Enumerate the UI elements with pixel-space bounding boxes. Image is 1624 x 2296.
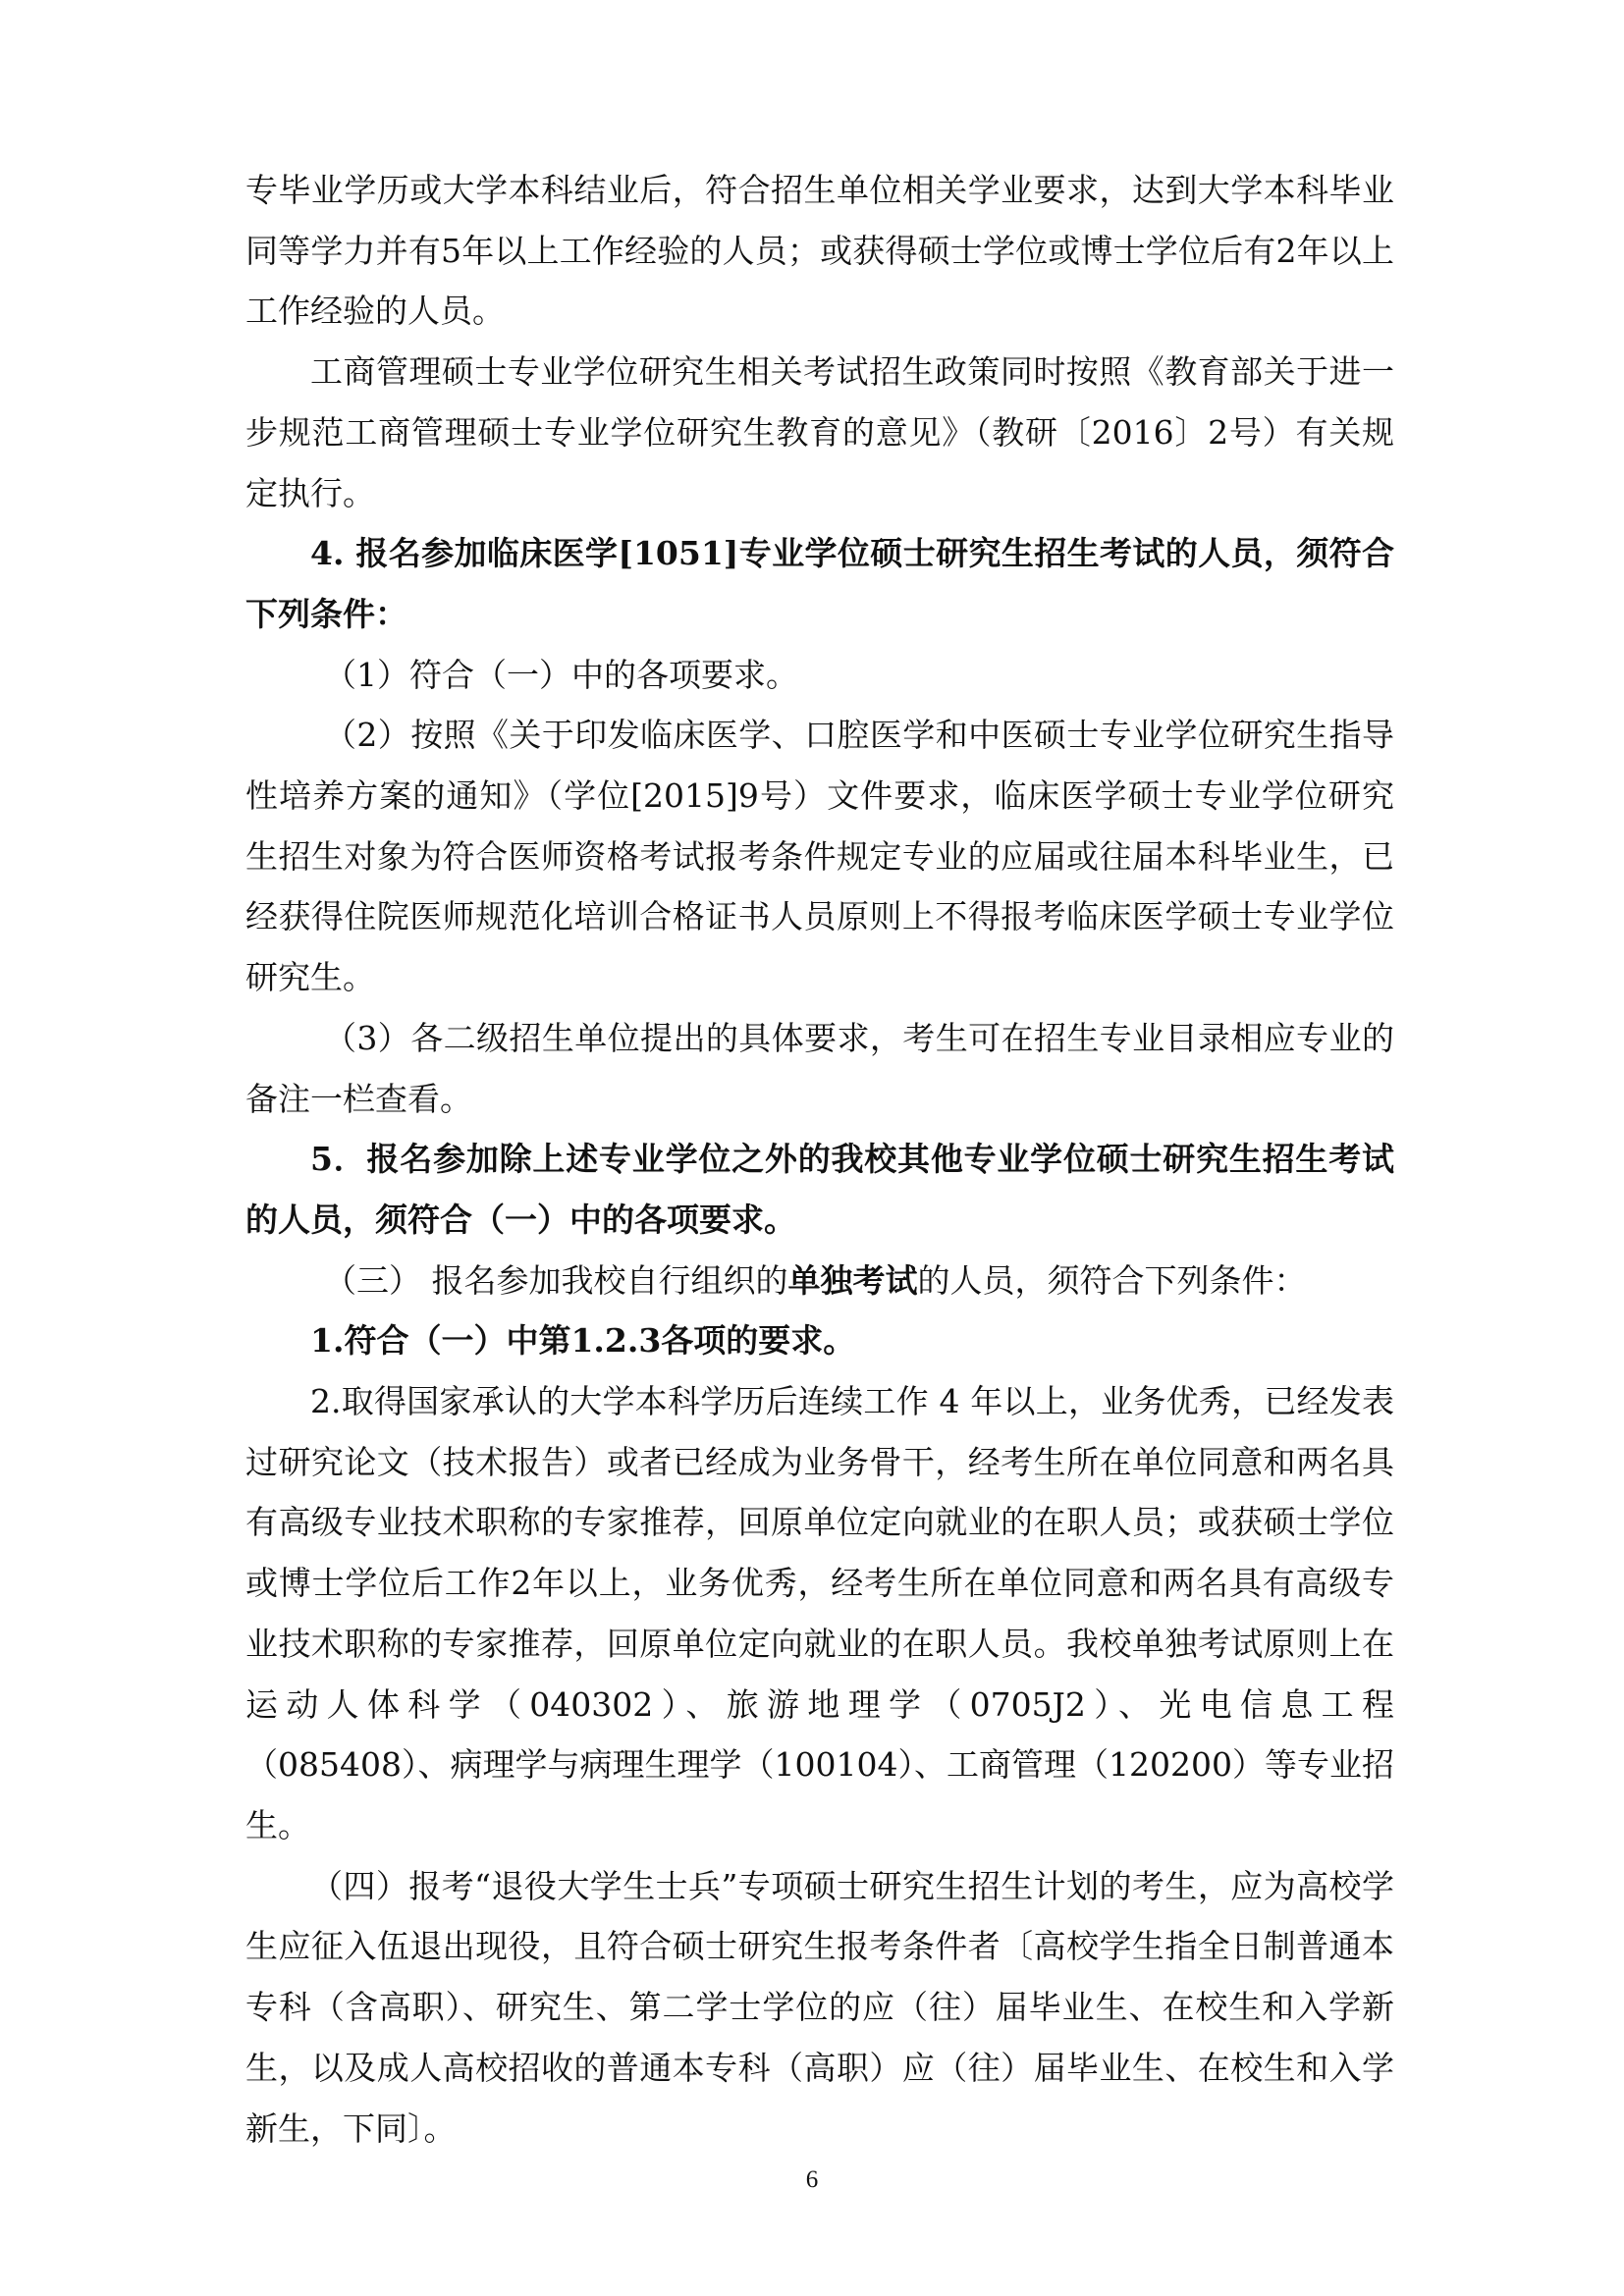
section-3-bold-term: 单独考试 <box>787 1260 918 1300</box>
paragraph-continuation: 专毕业学历或大学本科结业后，符合招生单位相关学业要求，达到大学本科毕业同等学力并有5年以上工作经验的人员；或获得硕士学位或博士学位后有2年以上工作经验的人员。 <box>245 171 1394 331</box>
paragraph-sub-item-2: （2）按照《关于印发临床医学、口腔医学和中医硕士专业学位研究生指导性培养方案的通知》（学位[2015]9号）文件要求，临床医学硕士专业学位研究生招生对象为符合医师资格考试报考条件规定专业的应届或往届本科毕业生，已经获得住院医师规范化培训合格证书人员原则上不得报考临床医学硕士专业学位研究生。 <box>245 716 1394 997</box>
paragraph-mba-policy: 工商管理硕士专业学位研究生相关考试招生政策同时按照《教育部关于进一步规范工商管理硕士专业学位研究生教育的意见》（教研〔2016〕2号）有关规定执行。 <box>245 352 1394 512</box>
paragraph-sub-item-1: （1）符合（一）中的各项要求。 <box>324 655 798 694</box>
page-number: 6 <box>805 2166 819 2193</box>
document-body <box>245 160 1394 2159</box>
paragraph-sub-item-3: （3）各二级招生单位提出的具体要求，考生可在招生专业目录相应专业的备注一栏查看。 <box>245 1018 1394 1118</box>
paragraph-section-3-independent-exam <box>245 1251 1394 1311</box>
paragraph-condition-2: 2.取得国家承认的大学本科学历后连续工作 4 年以上，业务优秀，已经发表过研究论文（技术报告）或者已经成为业务骨干，经考生所在单位同意和两名具有高级专业技术职称的专家推荐，回原单位定向就业的在职人员；或获硕士学位或博士学位后工作2年以上，业务优秀，经考生所在单位同意和两名具有高级专业技术职称的专家推荐，回原单位定向就业的在职人员。我校单独考试原则上在运动人体科学（040302）、旅游地理学（0705J2）、光电信息工程（085408）、病理学与病理生理学（100104）、工商管理（120200）等专业招生。 <box>245 1382 1394 1844</box>
section-3-text-after: 的人员，须符合下列条件： <box>917 1260 1307 1300</box>
paragraph-item-4-clinical-medicine: 4. 报名参加临床医学[1051]专业学位硕士研究生招生考试的人员，须符合下列条件： <box>245 534 1394 633</box>
paragraph-section-4-veterans: （四）报考“退役大学生士兵”专项硕士研究生招生计划的考生，应为高校学生应征入伍退出现役，且符合硕士研究生报考条件者〔高校学生指全日制普通本专科（含高职）、研究生、第二学士学位的应（往）届毕业生、在校生和入学新生，以及成人高校招收的普通本专科（高职）应（往）届毕业生、在校生和入学新生，下同〕。 <box>245 1866 1394 2148</box>
paragraph-condition-1: 1.符合（一）中第1.2.3各项的要求。 <box>310 1321 856 1361</box>
paragraph-item-5-other-professional: 5．报名参加除上述专业学位之外的我校其他专业学位硕士研究生招生考试的人员，须符合（一）中的各项要求。 <box>245 1140 1394 1239</box>
section-3-text-before: （三） 报名参加我校自行组织的 <box>324 1260 788 1300</box>
